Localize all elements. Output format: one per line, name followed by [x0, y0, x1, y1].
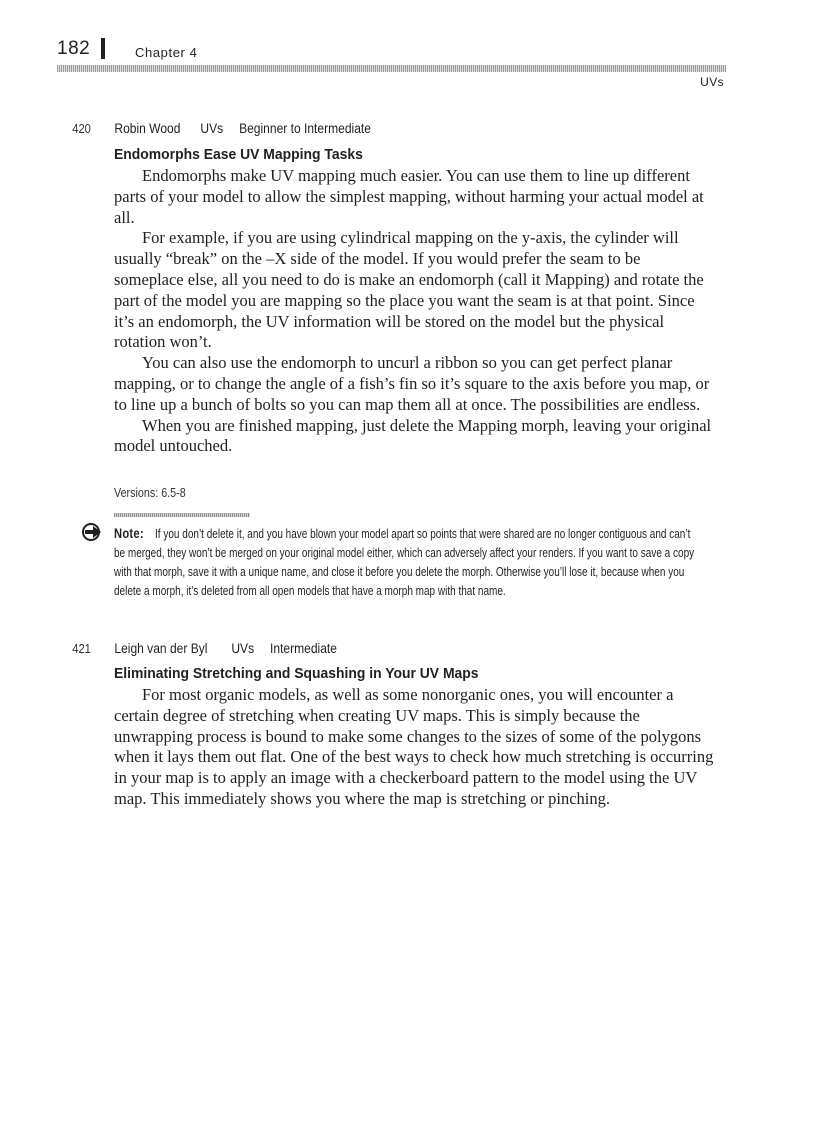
tip-category: UVs [231, 640, 255, 656]
paragraph: For example, if you are using cylindrical mapping on the y-axis, the cylinder will usually “break” on the –X side of the model. If you would prefer the seam to be someplace else, all you need to do is make an endomorph (call it Mapping) and rotate the part of the model you are mapping so the place you want the seam is at that point. Since it’s an endomorph, the UV information will be stored on the model but the physical rotation won’t. [114, 228, 704, 352]
note-arrow-icon [82, 523, 104, 541]
paragraph: When you are finished mapping, just delete the Mapping morph, leaving your original model untouched. [114, 415, 712, 456]
tip-number: 420 [72, 121, 91, 136]
tip-title: Endomorphs Ease UV Mapping Tasks [114, 147, 363, 163]
tip-meta [0, 640, 702, 658]
paragraph: You can also use the endomorph to uncurl a ribbon so you can get perfect planar mapping, or to change the angle of a fish’s fin so it’s square to the axis before you map, or to line up a bunch of bolts so you can map them all at once. The possibilities are endless. [114, 353, 710, 414]
tip-level: Beginner to Intermediate [239, 120, 371, 136]
header-divider-bar [101, 38, 105, 59]
header-rule [57, 65, 726, 72]
tip-number: 421 [72, 641, 91, 656]
tip-category: UVs [200, 120, 224, 136]
paragraph: Endomorphs make UV mapping much easier. You can use them to line up different parts of your model to allow the simplest mapping, without harming your actual model at all. [114, 166, 704, 227]
tip-body [114, 685, 714, 810]
note-label: Note: [114, 525, 144, 541]
paragraph: For most organic models, as well as some nonorganic ones, you will encounter a certain degree of stretching when creating UV maps. This is simply because the unwrapping process is bound to make some changes to the sizes of some of the polygons when it lays them out flat. One of the best ways to check how much stretching is occurring in your map is to apply an image with a checkerboard pattern to the model using the UV map. This immediately shows you where the map is stretching or pinching. [114, 685, 714, 808]
note-rule [114, 513, 250, 517]
chapter-label: Chapter 4 [135, 45, 198, 60]
tip-level: Intermediate [270, 640, 337, 656]
tip-body [114, 166, 714, 457]
note-text: If you don’t delete it, and you have blown your model apart so points that were shared are no longer contiguous and can’t be merged, they won’t be merged on your original model either, which can adversely affect your renders. If you want to save a copy with that morph, save it with a unique name, and close it before you delete the morph. Otherwise you’ll lose it, because when you delete a morph, it’s deleted from all open models that have a morph map with that name. [114, 527, 695, 598]
tip-title: Eliminating Stretching and Squashing in Your UV Maps [114, 666, 479, 682]
tip-author: Leigh van der Byl [114, 640, 208, 656]
section-label: UVs [700, 75, 724, 89]
tip-versions: Versions: 6.5-8 [114, 486, 186, 500]
tip-author: Robin Wood [114, 120, 181, 136]
tip-meta [0, 120, 702, 138]
page-number: 182 [57, 38, 91, 59]
note-block [114, 524, 698, 601]
